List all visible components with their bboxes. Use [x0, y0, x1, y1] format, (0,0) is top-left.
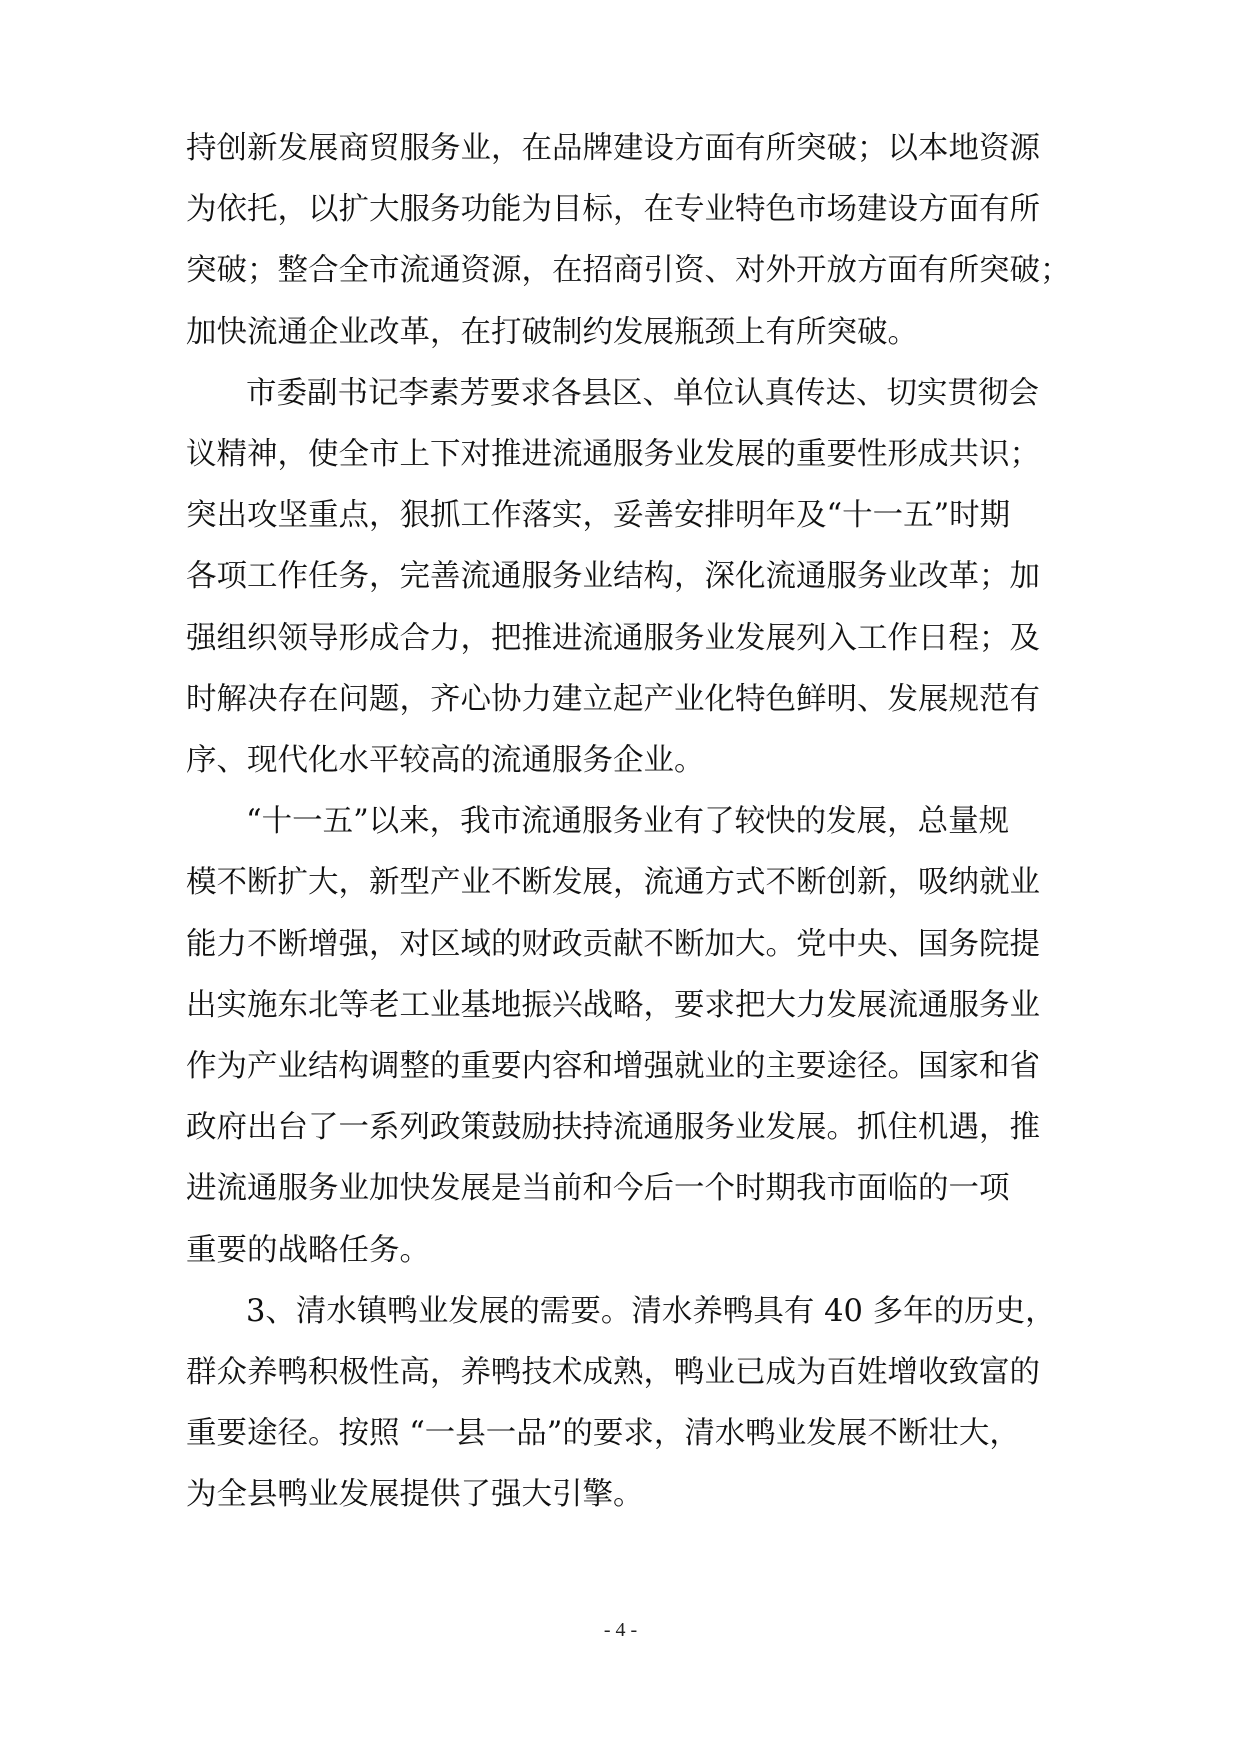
page-number: - 4 - [603, 1619, 638, 1641]
text-line: 3、清水镇鸭业发展的需要。清水养鸭具有 40 多年的历史， [246, 1293, 1056, 1329]
text-line: 各项工作任务，完善流通服务业结构，深化流通服务业改革；加 [186, 559, 1040, 595]
text-line: 为全县鸭业发展提供了强大引擎。 [186, 1477, 644, 1513]
text-line: 重要途径。按照 “一县一品”的要求，清水鸭业发展不断壮大， [186, 1416, 1020, 1452]
text-line: 模不断扩大，新型产业不断发展，流通方式不断创新，吸纳就业 [186, 865, 1040, 901]
text-line: 出实施东北等老工业基地振兴战略，要求把大力发展流通服务业 [186, 987, 1040, 1023]
paragraph [186, 1281, 1066, 1526]
text-line: 群众养鸭积极性高，养鸭技术成熟，鸭业已成为百姓增收致富的 [186, 1355, 1040, 1391]
text-line: 加快流通企业改革，在打破制约发展瓶颈上有所突破。 [186, 314, 918, 350]
paragraph [186, 791, 1066, 1281]
text-line: 能力不断增强，对区域的财政贡献不断加大。党中央、国务院提 [186, 926, 1040, 962]
body-text [186, 118, 1071, 1526]
text-line: 突出攻坚重点，狠抓工作落实，妥善安排明年及“十一五”时期 [186, 498, 1011, 534]
text-line: 为依托，以扩大服务功能为目标，在专业特色市场建设方面有所 [186, 192, 1040, 228]
text-line: 政府出台了一系列政策鼓励扶持流通服务业发展。抓住机遇，推 [186, 1110, 1040, 1146]
text-line: 时解决存在问题，齐心协力建立起产业化特色鲜明、发展规范有 [186, 681, 1040, 717]
text-line: 强组织领导形成合力，把推进流通服务业发展列入工作日程；及 [186, 620, 1040, 656]
text-line: 持创新发展商贸服务业，在品牌建设方面有所突破；以本地资源 [186, 131, 1040, 166]
text-line: 议精神，使全市上下对推进流通服务业发展的重要性形成共识； [186, 437, 1040, 473]
text-line: 市委副书记李素芳要求各县区、单位认真传达、切实贯彻会 [246, 375, 1039, 411]
text-line: 序、现代化水平较高的流通服务企业。 [186, 743, 705, 779]
text-line: “十一五”以来，我市流通服务业有了较快的发展，总量规 [246, 804, 1010, 840]
paragraph [186, 363, 1066, 791]
paragraph [186, 118, 1071, 363]
text-line: 突破；整合全市流通资源，在招商引资、对外开放方面有所突破； [186, 253, 1071, 289]
text-line: 重要的战略任务。 [186, 1232, 430, 1268]
text-line: 进流通服务业加快发展是当前和今后一个时期我市面临的一项 [186, 1171, 1010, 1207]
text-line: 作为产业结构调整的重要内容和增强就业的主要途径。国家和省 [186, 1049, 1040, 1085]
